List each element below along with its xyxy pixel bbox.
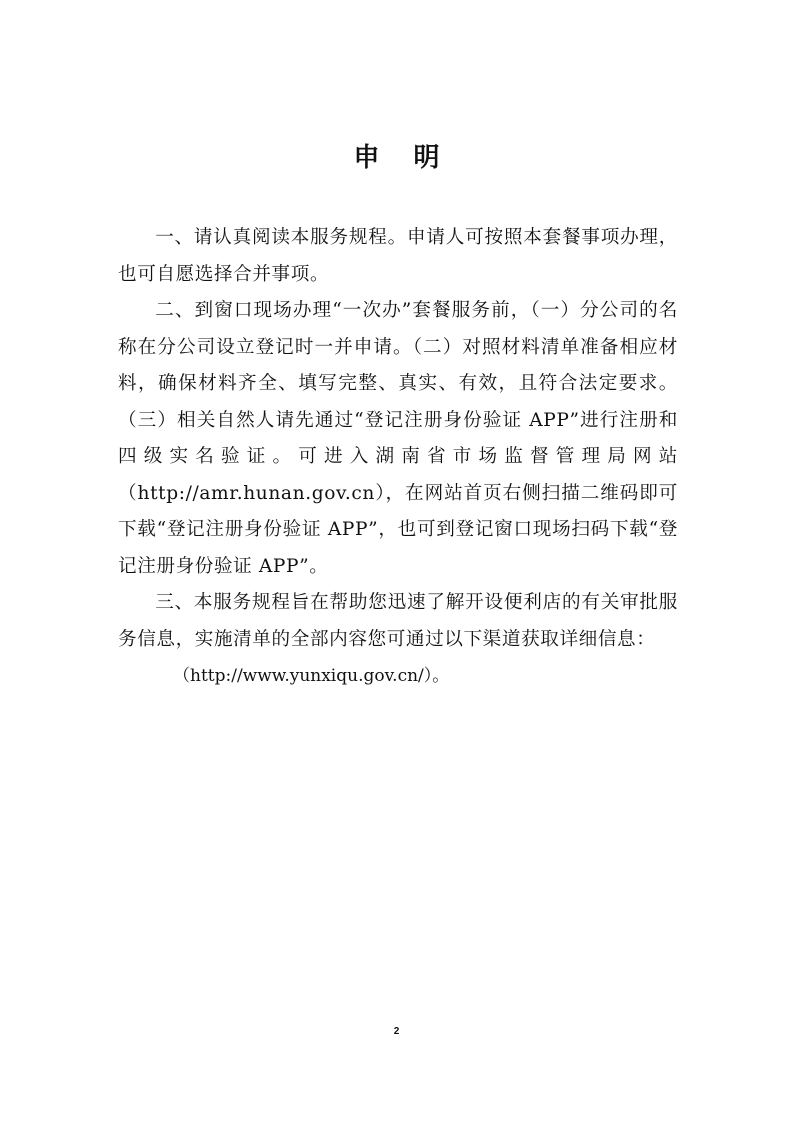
paragraph-3: 三、本服务规程旨在帮助您迅速了解开设便利店的有关审批服务信息，实施清单的全部内容您可通过以下渠道获取详细信息： (118, 592, 678, 650)
info-url: （http://www.yunxiqu.gov.cn/）。 (173, 666, 450, 686)
page-number: 2 (393, 1026, 400, 1037)
paragraph-1: 一、请认真阅读本服务规程。申请人可按照本套餐事项办理，也可自愿选择合并事项。 (118, 227, 678, 285)
statement-body (118, 220, 678, 695)
page-title: 申明 (353, 143, 474, 173)
paragraph-2: 二、到窗口现场办理“一次办”套餐服务前，（一）分公司的名称在分公司设立登记时一并申请。（二）对照材料清单准备相应材料，确保材料齐全、填写完整、真实、有效，且符合法定要求。（三）相关自然人请先通过“登记注册身份验证 APP”进行注册和四级实名验证。可进入湖南省市场监督管理局网站（http://amr.hunan.gov.cn），在网站首页右侧扫描二维码即可下载“登记注册身份验证 APP”，也可到登记窗口现场扫码下载“登记注册身份验证 APP”。 (118, 300, 678, 577)
